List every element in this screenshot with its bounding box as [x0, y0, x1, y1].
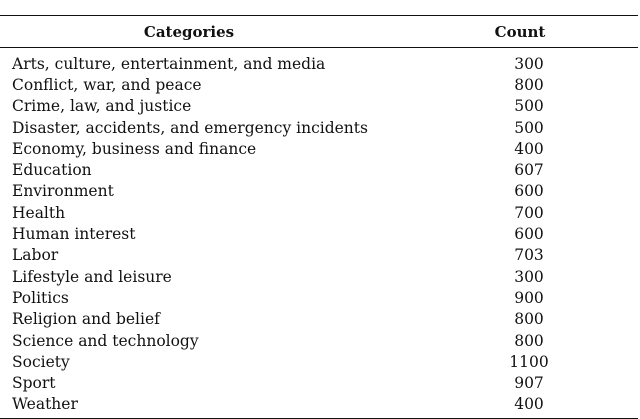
table-row — [0, 372, 638, 393]
cell-category: Religion and belief — [12, 310, 160, 329]
table-row — [0, 96, 638, 117]
table-row — [0, 53, 638, 74]
table-row — [0, 394, 638, 415]
table-row — [0, 159, 638, 180]
cell-category: Weather — [12, 395, 78, 414]
cell-count: 300 — [514, 54, 544, 73]
cell-count: 400 — [514, 139, 544, 158]
cell-count: 600 — [514, 225, 544, 244]
cell-category: Education — [12, 161, 92, 180]
cell-count: 703 — [514, 246, 544, 265]
cell-category: Society — [12, 352, 70, 371]
cell-count: 800 — [514, 310, 544, 329]
cell-count: 1100 — [509, 352, 549, 371]
cell-category: Conflict, war, and peace — [12, 75, 202, 94]
cell-category: Politics — [12, 288, 69, 307]
table-row — [0, 266, 638, 287]
table-row — [0, 287, 638, 308]
table-row — [0, 117, 638, 138]
cell-category: Sport — [12, 374, 56, 393]
cell-category: Environment — [12, 182, 114, 201]
cell-count: 700 — [514, 203, 544, 222]
cell-count: 800 — [514, 331, 544, 350]
table-row — [0, 74, 638, 95]
table-row — [0, 181, 638, 202]
cell-category: Labor — [12, 246, 59, 265]
table-body — [0, 48, 638, 418]
cell-category: Lifestyle and leisure — [12, 267, 172, 286]
cell-count: 907 — [514, 374, 544, 393]
cell-count: 400 — [514, 395, 544, 414]
table-row — [0, 245, 638, 266]
cell-category: Disaster, accidents, and emergency incidents — [12, 118, 368, 137]
cell-count: 607 — [514, 161, 544, 180]
cell-category: Crime, law, and justice — [12, 97, 192, 116]
header-count: Count — [494, 22, 546, 41]
cell-count: 800 — [514, 75, 544, 94]
cell-category: Health — [12, 203, 66, 222]
cell-category: Science and technology — [12, 331, 199, 350]
table-row — [0, 202, 638, 223]
cell-count: 500 — [514, 97, 544, 116]
table-row — [0, 330, 638, 351]
cell-count: 300 — [514, 267, 544, 286]
cell-count: 600 — [514, 182, 544, 201]
cell-category: Arts, culture, entertainment, and media — [12, 54, 326, 73]
category-count-table — [0, 15, 638, 419]
cell-count: 900 — [514, 288, 544, 307]
header-categories: Categories — [143, 22, 235, 41]
table-row — [0, 309, 638, 330]
table-row — [0, 351, 638, 372]
table-header-row — [0, 16, 638, 47]
cell-count: 500 — [514, 118, 544, 137]
cell-category: Human interest — [12, 225, 136, 244]
table-row — [0, 223, 638, 244]
cell-category: Economy, business and finance — [12, 139, 257, 158]
table-row — [0, 138, 638, 159]
